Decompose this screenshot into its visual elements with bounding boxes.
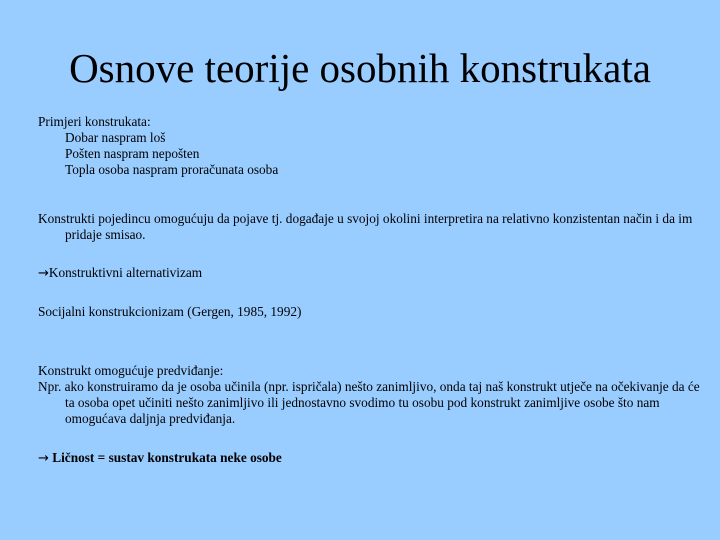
conclusion-text: Ličnost = sustav konstrukata neke osobe (52, 450, 282, 465)
alternativism-line (38, 265, 678, 282)
prediction-heading: Konstrukt omogućuje predviđanje: (38, 363, 224, 378)
social-constructionism-line: Socijalni konstrukcionizam (Gergen, 1985, 1992) (38, 304, 302, 319)
constructs-paragraph: Konstrukti pojedincu omogućuju da pojave tj. događaje u svojoj okolini interpretira na relativno konzistentan način i da im pridaje smisao. (38, 211, 693, 242)
right-arrow-icon: → (38, 451, 49, 466)
conclusion-line (38, 450, 678, 467)
slide-title: Osnove teorije osobnih konstrukata (69, 45, 651, 91)
examples-block (38, 114, 678, 178)
prediction-example: Npr. ako konstruiramo da je osoba učinila (npr. ispričala) nešto zanimljivo, onda taj naš konstrukt utječe na očekivanje da će ta osoba opet učiniti nešto zanimljivo ili jednostavno svodimo tu osobu pod konstrukt zanimljive osobe što nam omogućava daljnja predviđanja. (38, 379, 700, 426)
examples-heading: Primjeri konstrukata: (38, 114, 151, 129)
right-arrow-icon: → (38, 266, 49, 281)
example-item: Dobar naspram loš (65, 130, 166, 145)
example-item: Topla osoba naspram proračunata osoba (65, 162, 279, 177)
alternativism-text: Konstruktivni alternativizam (48, 265, 203, 280)
prediction-block (38, 363, 700, 427)
example-item: Pošten naspram nepošten (65, 146, 200, 161)
